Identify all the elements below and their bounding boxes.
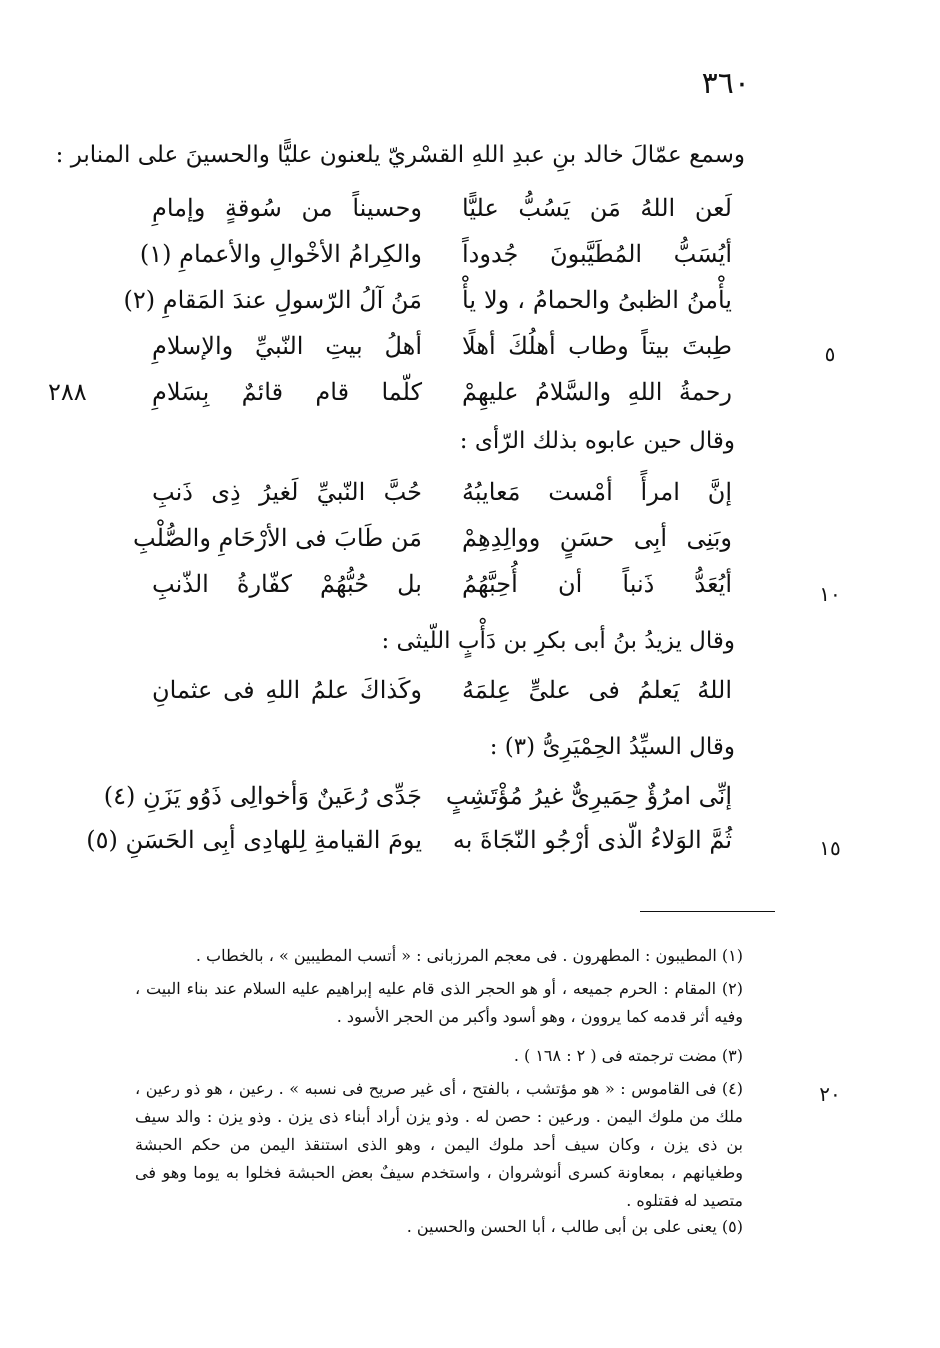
verse-2-second-hemistich: والكِرامُ الأخْوالِ والأعمامِ (١) xyxy=(139,240,422,268)
verse-5 xyxy=(152,378,732,422)
page-number: ٣٦٠ xyxy=(701,66,750,101)
footnote-3 xyxy=(135,1042,775,1070)
footnote-4 xyxy=(135,1075,775,1215)
footnote-5 xyxy=(135,1213,775,1241)
verse-3-second-hemistich: مَنُ آلُ الرّسولِ عندَ المَقامِ (٢) xyxy=(123,286,422,314)
verse-7-first-hemistich: وبَنِى أبِى حسَنٍ ووالِدِهِمْ xyxy=(462,524,732,552)
footnote-1-text: (١) المطيبون : المطهرون . فى معجم المرزبانى : « أتسب المطيبين » ، بالخطاب . xyxy=(195,946,743,965)
verse-10-second-hemistich: جَدِّى رُعَينٌ وَأخوالِى ذَوُو يَزَنِ (٤) xyxy=(103,782,422,810)
verse-7 xyxy=(133,524,732,568)
verse-9-second-hemistich: وكَذاكَ علمُ اللهِ فى عثمانِ xyxy=(152,676,422,704)
verse-6 xyxy=(152,478,732,522)
verse-4-second-hemistich: أهلُ بيتِ النّبيِّ والإسلامِ xyxy=(152,332,422,360)
verse-5-first-hemistich: رحمةُ اللهِ والسَّلامُ عليهِمْ xyxy=(462,378,732,406)
verse-9 xyxy=(152,676,732,720)
verse-1 xyxy=(152,194,732,238)
line-marker-20: ٢٠ xyxy=(819,1082,841,1106)
verse-1-second-hemistich: وحسيناً من سُوقةٍ وإمامِ xyxy=(152,194,422,222)
footnote-separator-rule xyxy=(640,911,775,912)
footnote-2 xyxy=(135,975,775,1031)
verse-11-first-hemistich: ثُمَّ الوَلاءُ الّذى أرْجُو النّجَاةَ به xyxy=(452,826,732,854)
intro-line-2: وقال حين عابوه بذلك الرّأى : xyxy=(459,428,735,454)
verse-7-second-hemistich: مَن طَابَ فى الأرْحَامِ والصُّلْبِ xyxy=(133,524,422,552)
footnote-1 xyxy=(135,942,775,970)
verse-1-first-hemistich: لَعن اللهُ مَن يَسُبُّ عليًّا xyxy=(462,194,732,222)
verse-11 xyxy=(86,826,732,870)
footnote-3-text: (٣) مضت ترجمته فى ( ٢ : ١٦٨ ) . xyxy=(513,1046,743,1065)
footnote-2-text: (٢) المقام : الحرم جميعه ، أو هو الحجر الذى قام عليه إبراهيم عليه السلام عند بناء البيت ، وفيه أثر قدمه كما يروون ، وهو أسود وأكبر من الحجر الأسود . xyxy=(135,979,743,1026)
verse-2 xyxy=(139,240,732,284)
verse-4 xyxy=(152,332,732,376)
intro-line-4: وقال السيِّدُ الحِمْيَرِىُّ (٣) : xyxy=(489,734,735,760)
line-marker-5: ٥ xyxy=(824,342,836,366)
verse-6-second-hemistich: حُبَّ النّبيِّ لَغيرُ ذِى ذَنبِ xyxy=(152,478,422,506)
verse-6-first-hemistich: إنَّ امرأً أمْست مَعايبُهُ xyxy=(462,478,732,506)
line-marker-10: ١٠ xyxy=(819,582,841,606)
verse-8-first-hemistich: أيُعَدُّ ذَنباً أن أُحِبَّهُمُ xyxy=(462,570,732,598)
footnote-5-text: (٥) يعنى على بن أبى طالب ، أبا الحسن والحسين . xyxy=(406,1217,743,1236)
line-marker-15: ١٥ xyxy=(819,836,841,860)
margin-reference-number: ٢٨٨ xyxy=(48,378,87,406)
verse-10-first-hemistich: إنِّى امرُؤٌ حِمَيرِىٌّ غيرُ مُؤْتَشِبٍ xyxy=(445,782,732,810)
verse-4-first-hemistich: طِبتَ بيتاً وطاب أهلُكَ أهلًا xyxy=(462,332,732,360)
verse-11-second-hemistich: يومَ القيامةِ لِلهادِى أبِى الحَسَنِ (٥) xyxy=(86,826,422,854)
verse-3 xyxy=(123,286,732,330)
intro-line-1: وسمع عمّالَ خالد بنِ عبدِ اللهِ القسْريّ يلعنون عليًّا والحسينَ على المنابر : xyxy=(55,142,745,168)
footnote-4-text: (٤) فى القاموس : « هو مؤتشب ، بالفتح ، أى غير صريح فى نسبه » . رعين ، هو ذو رعين ، ملك من ملوك اليمن . ورعين : حصن له . وذو يزن أراد أبناء ذى يزن . وذو يزن : والد سيف بن ذى يزن ، وكان سيف أحد ملوك اليمن ، وهو الذى استنقذ اليمن من حكم الحبشة وطغيانهم ، بمعاونة كسرى أنوشروان ، واستخدم سيفٌ بعض الحبشة فخلوا به يوما وهو فى متصيد له فقتلوه . xyxy=(135,1079,743,1210)
verse-3-first-hemistich: يأْمنُ الظبىُ والحمامُ ، ولا يأْ xyxy=(462,286,732,314)
verse-8-second-hemistich: بل حُبُّهُمْ كفّارةُ الذّنبِ xyxy=(152,570,422,598)
intro-line-3: وقال يزيدُ بنُ أبى بكرِ بن دَأْبٍ اللّيثى : xyxy=(381,628,735,654)
verse-5-second-hemistich: كلّما قام قائمٌ بِسَلامِ xyxy=(152,378,422,406)
verse-8 xyxy=(152,570,732,614)
verse-10 xyxy=(103,782,732,826)
verse-2-first-hemistich: أيُسَبُّ المُطَيَّبونَ جُدوداً xyxy=(462,240,732,268)
verse-9-first-hemistich: اللهُ يَعلمُ فى علىٍّ عِلمَهُ xyxy=(462,676,732,704)
